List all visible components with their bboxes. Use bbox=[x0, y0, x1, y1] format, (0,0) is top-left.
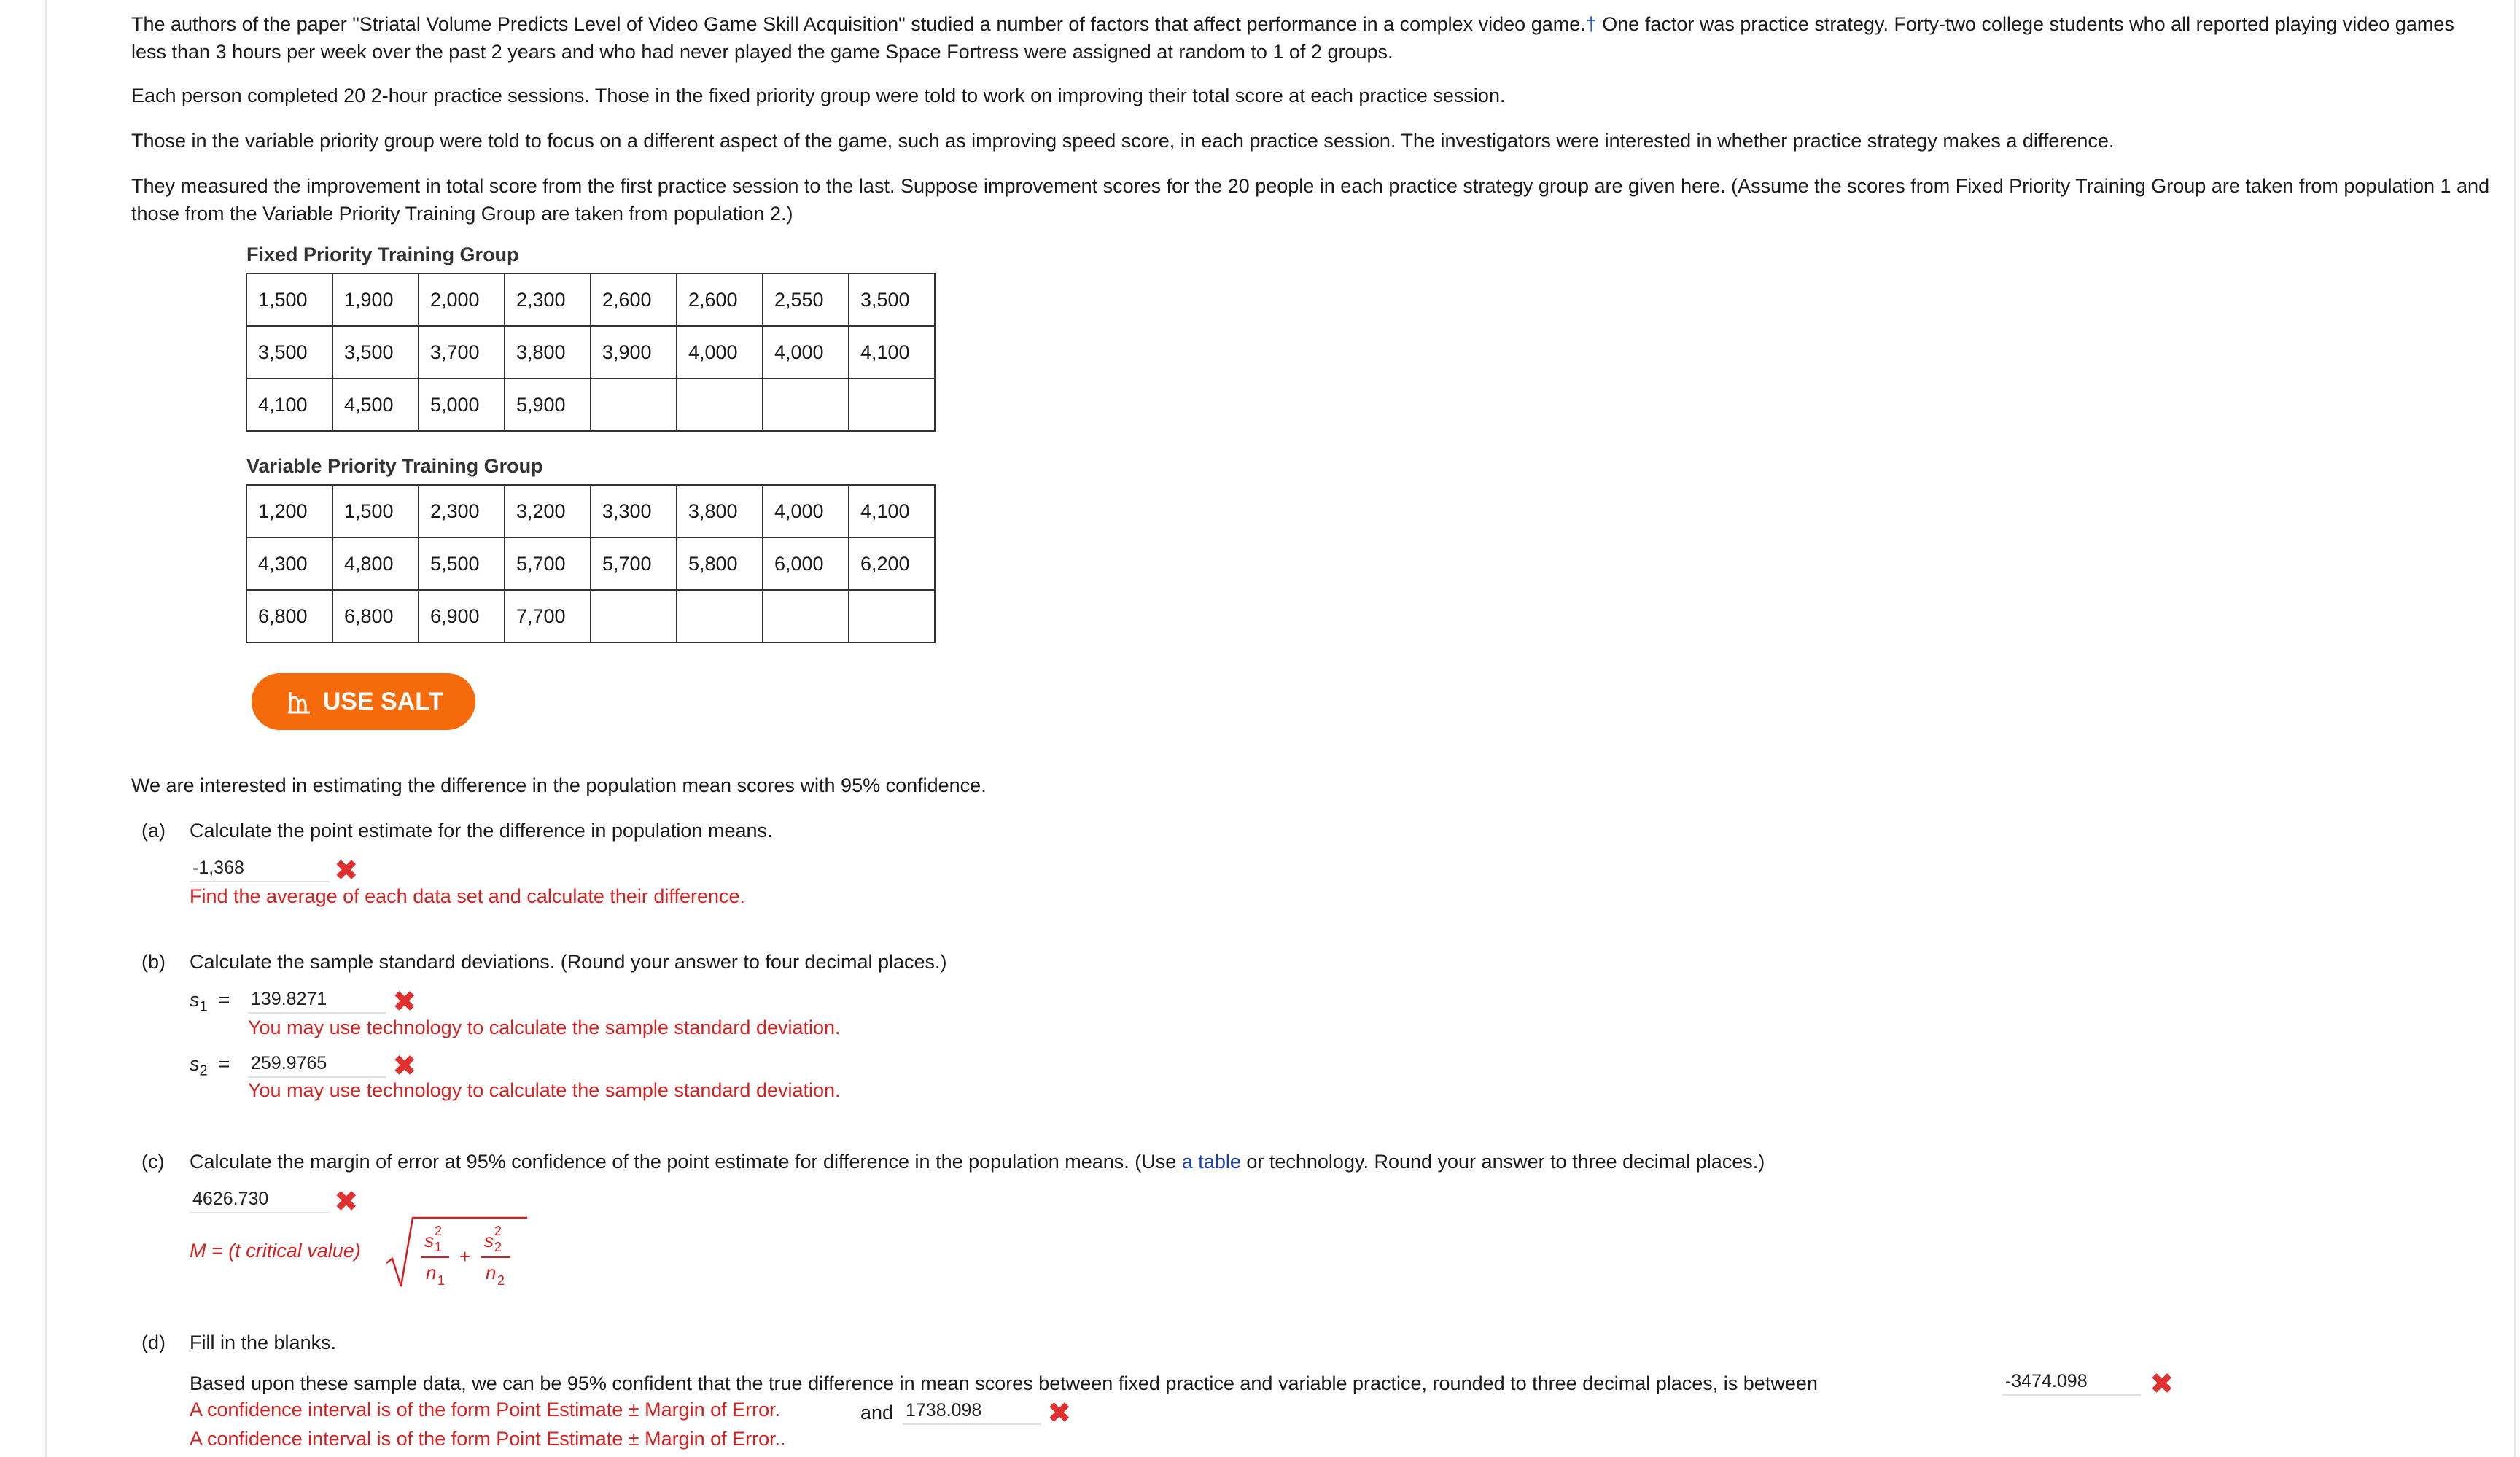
intro-paragraph-4: They measured the improvement in total score from the first practice session to the last. Suppose improvement scores for the 20 people in each practice strategy group are given here. (Assume the scores from Fixed Priority Training Group are taken from population 1 and those from the Variable Priority Training Group are taken from population 2.) bbox=[131, 175, 2490, 225]
s2-symbol: $s_2$ = bbox=[190, 1053, 230, 1079]
fixed-cell: 4,100 bbox=[849, 326, 935, 378]
variable-cell bbox=[591, 590, 677, 642]
part-c-prompt: Calculate the margin of error at 95% confidence of the point estimate for difference in the population means. (Use a table or technology. Round your answer to three decimal places.) bbox=[190, 1151, 1765, 1173]
use-salt-label: USE SALT bbox=[322, 687, 444, 715]
part-b-label: (b) bbox=[141, 951, 166, 973]
svg-text:n: n bbox=[486, 1262, 497, 1283]
variable-cell: 4,300 bbox=[246, 537, 332, 590]
variable-cell: 3,800 bbox=[677, 485, 763, 537]
svg-text:2: 2 bbox=[435, 1224, 443, 1238]
fixed-cell: 4,000 bbox=[677, 326, 763, 378]
variable-cell: 6,900 bbox=[419, 590, 505, 642]
variable-cell: 6,800 bbox=[246, 590, 332, 642]
fixed-cell: 2,000 bbox=[419, 273, 505, 326]
variable-cell: 4,100 bbox=[849, 485, 935, 537]
variable-row bbox=[246, 485, 935, 537]
fixed-group-title: Fixed Priority Training Group bbox=[246, 244, 519, 265]
variable-cell: 5,500 bbox=[419, 537, 505, 590]
fixed-cell: 3,900 bbox=[591, 326, 677, 378]
intro-paragraph-2: Each person completed 20 2-hour practice sessions. Those in the fixed priority group were told to work on improving their total score at each practice session. bbox=[131, 85, 1506, 106]
fixed-cell bbox=[763, 378, 849, 431]
part-d-sentence: Based upon these sample data, we can be 95% confident that the true difference in mean scores between fixed practice and variable practice, rounded to three decimal places, is between bbox=[190, 1372, 1818, 1394]
part-d-prompt: Fill in the blanks. bbox=[190, 1332, 337, 1353]
part-a-feedback: Find the average of each data set and calculate their difference. bbox=[190, 885, 745, 907]
part-b bbox=[131, 948, 2465, 977]
use-salt-button[interactable] bbox=[252, 673, 475, 730]
close-icon: ✖ bbox=[392, 986, 417, 1018]
svg-text:s: s bbox=[424, 1229, 434, 1251]
fixed-cell: 2,600 bbox=[591, 273, 677, 326]
fixed-cell bbox=[591, 378, 677, 431]
variable-cell: 5,700 bbox=[505, 537, 591, 590]
part-b-prompt: Calculate the sample standard deviations. (Round your answer to four decimal places.) bbox=[190, 951, 947, 973]
fixed-row bbox=[246, 326, 935, 378]
s2-input[interactable] bbox=[248, 1050, 386, 1078]
s1-input[interactable] bbox=[248, 986, 386, 1014]
footnote-dagger-link[interactable]: † bbox=[1585, 13, 1597, 35]
fixed-row bbox=[246, 378, 935, 431]
variable-cell: 7,700 bbox=[505, 590, 591, 642]
table-link[interactable]: a table bbox=[1181, 1151, 1241, 1173]
fixed-row bbox=[246, 273, 935, 326]
part-d bbox=[131, 1329, 2465, 1358]
point-estimate-input[interactable] bbox=[190, 855, 330, 882]
variable-cell: 6,800 bbox=[332, 590, 419, 642]
intro-paragraph-3: Those in the variable priority group were told to focus on a different aspect of the game, such as improving speed score, in each practice session. The investigators were interested in whether practice strategy makes a difference. bbox=[131, 130, 2115, 152]
variable-cell bbox=[849, 590, 935, 642]
variable-cell: 4,000 bbox=[763, 485, 849, 537]
svg-text:+: + bbox=[459, 1246, 471, 1267]
ci-upper-input[interactable] bbox=[903, 1397, 1041, 1425]
fixed-cell: 3,500 bbox=[332, 326, 419, 378]
fixed-cell: 2,600 bbox=[677, 273, 763, 326]
fixed-cell: 3,500 bbox=[246, 326, 332, 378]
close-icon: ✖ bbox=[334, 1186, 359, 1218]
ci-lower-feedback: A confidence interval is of the form Point Estimate ± Margin of Error. bbox=[190, 1399, 781, 1421]
fixed-cell: 3,700 bbox=[419, 326, 505, 378]
variable-cell: 3,200 bbox=[505, 485, 591, 537]
fixed-cell: 1,500 bbox=[246, 273, 332, 326]
close-icon: ✖ bbox=[334, 855, 359, 887]
variable-cell: 5,700 bbox=[591, 537, 677, 590]
sqrt-fraction-icon bbox=[385, 1215, 531, 1295]
close-icon: ✖ bbox=[2150, 1368, 2174, 1400]
margin-of-error-input[interactable] bbox=[190, 1186, 330, 1213]
part-a-prompt: Calculate the point estimate for the difference in population means. bbox=[190, 820, 773, 842]
s1-symbol: $s_1$ = bbox=[190, 989, 230, 1015]
svg-text:1: 1 bbox=[435, 1240, 443, 1254]
variable-cell: 1,500 bbox=[332, 485, 419, 537]
variable-cell: 1,200 bbox=[246, 485, 332, 537]
fixed-cell: 3,800 bbox=[505, 326, 591, 378]
and-label: and bbox=[860, 1402, 894, 1423]
variable-cell: 3,300 bbox=[591, 485, 677, 537]
close-icon: ✖ bbox=[392, 1050, 417, 1082]
intro-paragraph-1: The authors of the paper "Striatal Volume Predicts Level of Video Game Skill Acquisition" studied a number of factors that affect performance in a complex video game.† One factor was practice strategy. Forty-two college students who all reported playing video games less than 3 hours per week over the past 2 years and who had never played the game Space Fortress were assigned at random to 1 of 2 groups. bbox=[131, 13, 2454, 63]
variable-row bbox=[246, 537, 935, 590]
fixed-cell: 2,300 bbox=[505, 273, 591, 326]
part-a-label: (a) bbox=[141, 820, 166, 842]
fixed-cell: 5,000 bbox=[419, 378, 505, 431]
fixed-cell: 5,900 bbox=[505, 378, 591, 431]
variable-group-title: Variable Priority Training Group bbox=[246, 455, 543, 477]
part-c bbox=[131, 1148, 2465, 1177]
svg-text:2: 2 bbox=[494, 1240, 502, 1254]
variable-cell bbox=[763, 590, 849, 642]
fixed-cell: 2,550 bbox=[763, 273, 849, 326]
s1-feedback: You may use technology to calculate the sample standard deviation. bbox=[248, 1017, 841, 1038]
formula-prefix: M = (t critical value) bbox=[190, 1240, 361, 1262]
part-d-label: (d) bbox=[141, 1332, 166, 1353]
fixed-cell: 3,500 bbox=[849, 273, 935, 326]
interest-statement: We are interested in estimating the difference in the population mean scores with 95% confidence. bbox=[131, 774, 987, 796]
s2-feedback: You may use technology to calculate the sample standard deviation. bbox=[248, 1079, 841, 1101]
part-c-label: (c) bbox=[141, 1151, 165, 1173]
variable-cell: 6,200 bbox=[849, 537, 935, 590]
variable-row bbox=[246, 590, 935, 642]
svg-text:s: s bbox=[484, 1229, 494, 1251]
variable-cell bbox=[677, 590, 763, 642]
fixed-cell bbox=[677, 378, 763, 431]
svg-text:2: 2 bbox=[497, 1273, 505, 1288]
salt-logo-icon bbox=[284, 686, 314, 717]
variable-cell: 4,800 bbox=[332, 537, 419, 590]
svg-text:1: 1 bbox=[438, 1273, 446, 1288]
fixed-group-table bbox=[246, 273, 936, 432]
variable-cell: 6,000 bbox=[763, 537, 849, 590]
variable-group-table bbox=[246, 484, 936, 643]
ci-lower-input[interactable] bbox=[2002, 1368, 2141, 1396]
fixed-cell: 1,900 bbox=[332, 273, 419, 326]
svg-text:n: n bbox=[426, 1262, 437, 1283]
close-icon: ✖ bbox=[1047, 1397, 1072, 1429]
fixed-cell: 4,100 bbox=[246, 378, 332, 431]
fixed-cell: 4,000 bbox=[763, 326, 849, 378]
variable-cell: 5,800 bbox=[677, 537, 763, 590]
fixed-cell: 4,500 bbox=[332, 378, 419, 431]
fixed-cell bbox=[849, 378, 935, 431]
ci-upper-feedback: A confidence interval is of the form Point Estimate ± Margin of Error.. bbox=[190, 1428, 786, 1450]
svg-text:2: 2 bbox=[494, 1224, 502, 1238]
variable-cell: 2,300 bbox=[419, 485, 505, 537]
